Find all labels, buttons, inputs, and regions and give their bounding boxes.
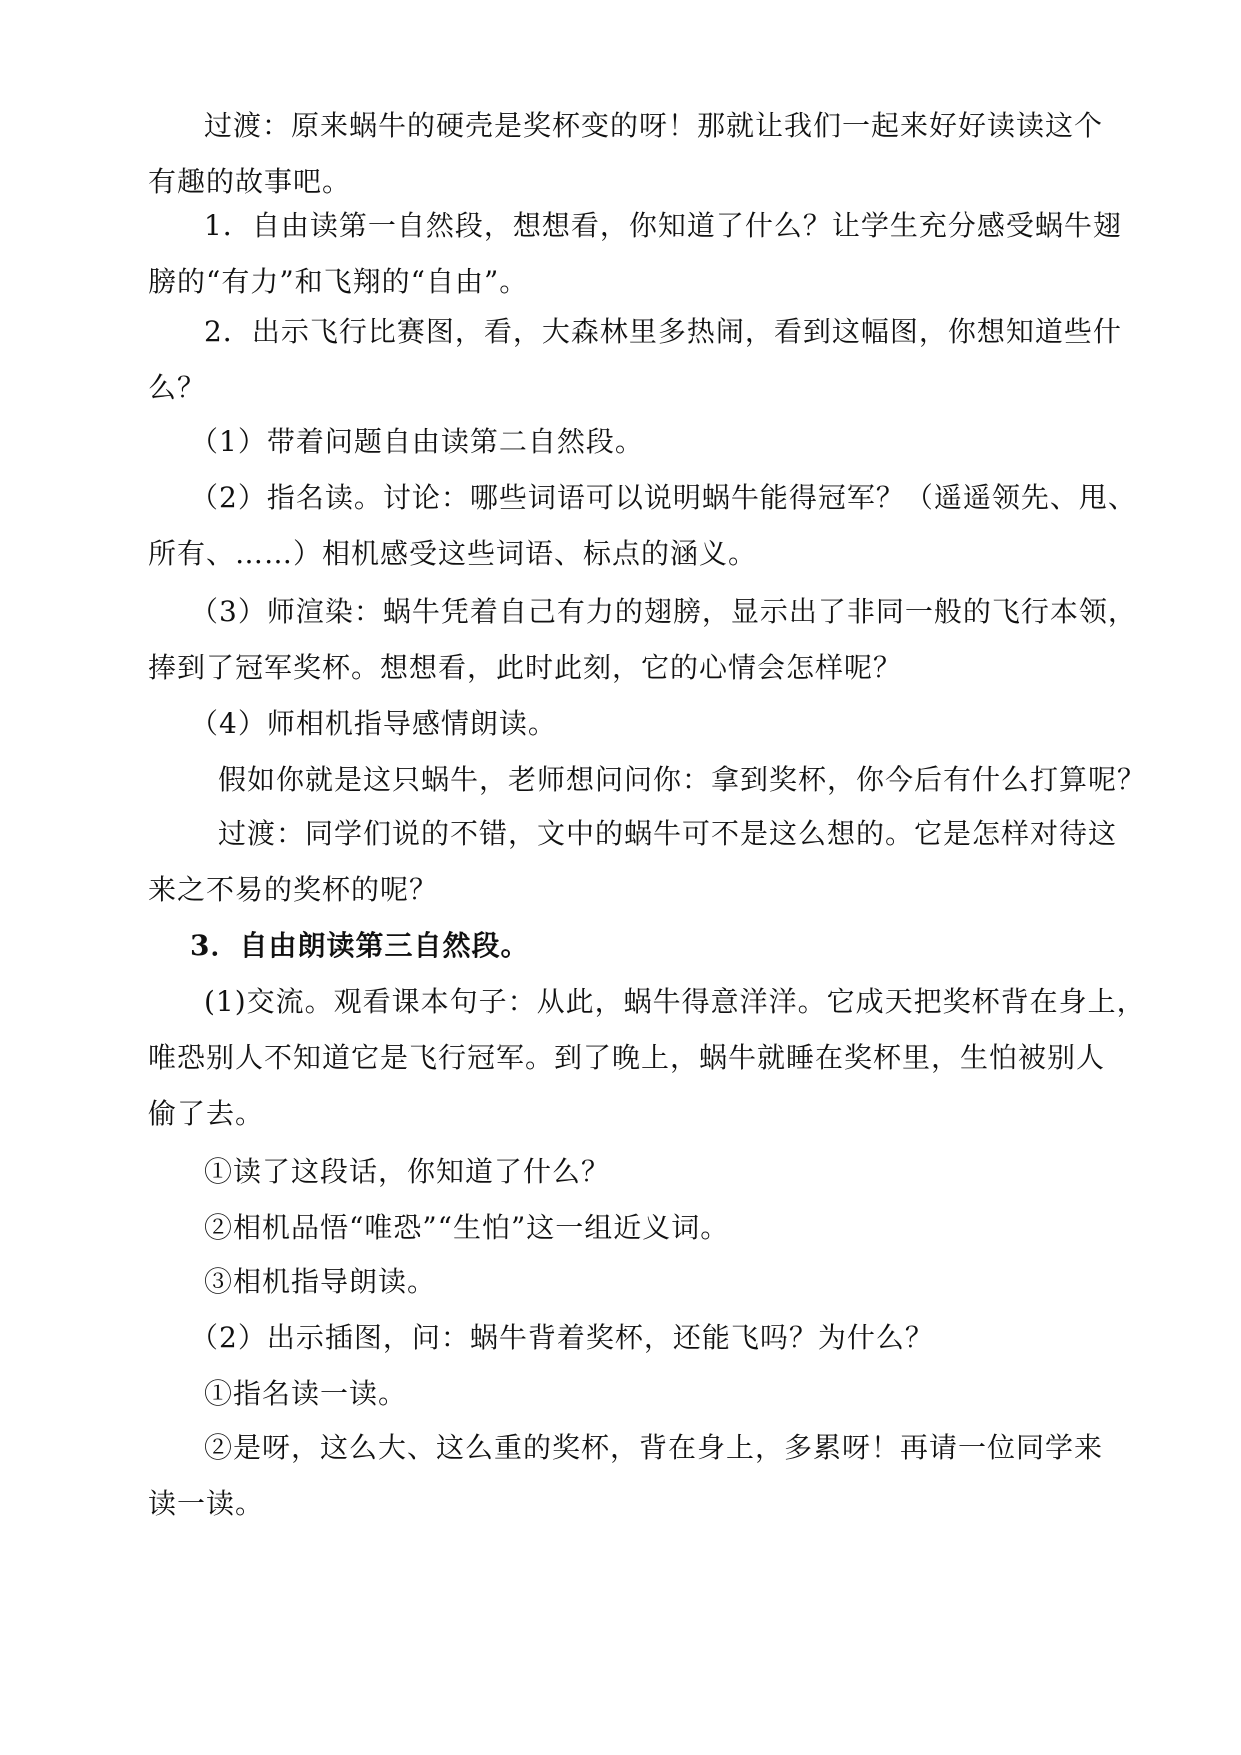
text-line: 么？ — [148, 371, 207, 404]
paragraph — [148, 752, 1147, 808]
text-line: （2）指名读。讨论：哪些词语可以说明蜗牛能得冠军？（遥遥领先、甩、 — [190, 481, 1137, 514]
paragraph — [148, 98, 1118, 210]
text-line: 偷了去。 — [148, 1097, 265, 1130]
text-line: ②相机品悟“唯恐”“生怕”这一组近义词。 — [204, 1211, 730, 1244]
text-line: ①指名读一读。 — [204, 1377, 408, 1410]
paragraph — [148, 806, 1118, 918]
text-line: 捧到了冠军奖杯。想想看，此时此刻，它的心情会怎样呢？ — [148, 651, 903, 684]
paragraph — [148, 696, 1118, 752]
text-line: 3．自由朗读第三自然段。 — [190, 929, 530, 962]
text-line: （3）师渲染：蜗牛凭着自己有力的翅膀，显示出了非同一般的飞行本领， — [190, 595, 1137, 628]
text-line: ③相机指导朗读。 — [204, 1265, 437, 1298]
text-line: （2）出示插图，问：蜗牛背着奖杯，还能飞吗？为什么？ — [190, 1321, 934, 1354]
paragraph — [148, 1144, 1118, 1200]
text-line: 唯恐别人不知道它是飞行冠军。到了晚上，蜗牛就睡在奖杯里，生怕被别人 — [148, 1041, 1106, 1074]
paragraph — [148, 974, 1146, 1142]
text-line: 2．出示飞行比赛图，看，大森林里多热闹，看到这幅图，你想知道些什 — [204, 315, 1122, 348]
text-line: ②是呀，这么大、这么重的奖杯，背在身上，多累呀！再请一位同学来 — [204, 1431, 1104, 1464]
paragraph — [148, 1420, 1118, 1532]
paragraph — [148, 1200, 1118, 1256]
text-line: 过渡：原来蜗牛的硬壳是奖杯变的呀！那就让我们一起来好好读读这个 — [204, 109, 1104, 142]
text-line: 过渡：同学们说的不错，文中的蜗牛可不是这么想的。它是怎样对待这 — [218, 817, 1118, 850]
paragraph — [148, 1254, 1118, 1310]
text-line: 假如你就是这只蜗牛，老师想问问你：拿到奖杯，你今后有什么打算呢？ — [218, 763, 1147, 796]
text-line: 读一读。 — [148, 1487, 265, 1520]
text-line: 来之不易的奖杯的呢？ — [148, 873, 439, 906]
section-heading — [148, 918, 1118, 974]
text-line: （1）带着问题自由读第二自然段。 — [190, 425, 644, 458]
text-line: ①读了这段话，你知道了什么？ — [204, 1155, 611, 1188]
text-line: 所有、……）相机感受这些词语、标点的涵义。 — [148, 537, 758, 570]
paragraph — [148, 304, 1122, 416]
paragraph — [148, 470, 1137, 582]
text-line: 1．自由读第一自然段，想想看，你知道了什么？让学生充分感受蜗牛翅 — [204, 209, 1122, 242]
paragraph — [148, 584, 1137, 696]
paragraph — [148, 1310, 1118, 1366]
text-line: 膀的“有力”和飞翔的“自由”。 — [148, 265, 529, 298]
paragraph — [148, 198, 1122, 310]
paragraph — [148, 414, 1118, 470]
text-line: （4）师相机指导感情朗读。 — [190, 707, 557, 740]
text-line: (1)交流。观看课本句子：从此，蜗牛得意洋洋。它成天把奖杯背在身上， — [204, 985, 1146, 1018]
text-line: 有趣的故事吧。 — [148, 165, 352, 198]
paragraph — [148, 1366, 1118, 1422]
